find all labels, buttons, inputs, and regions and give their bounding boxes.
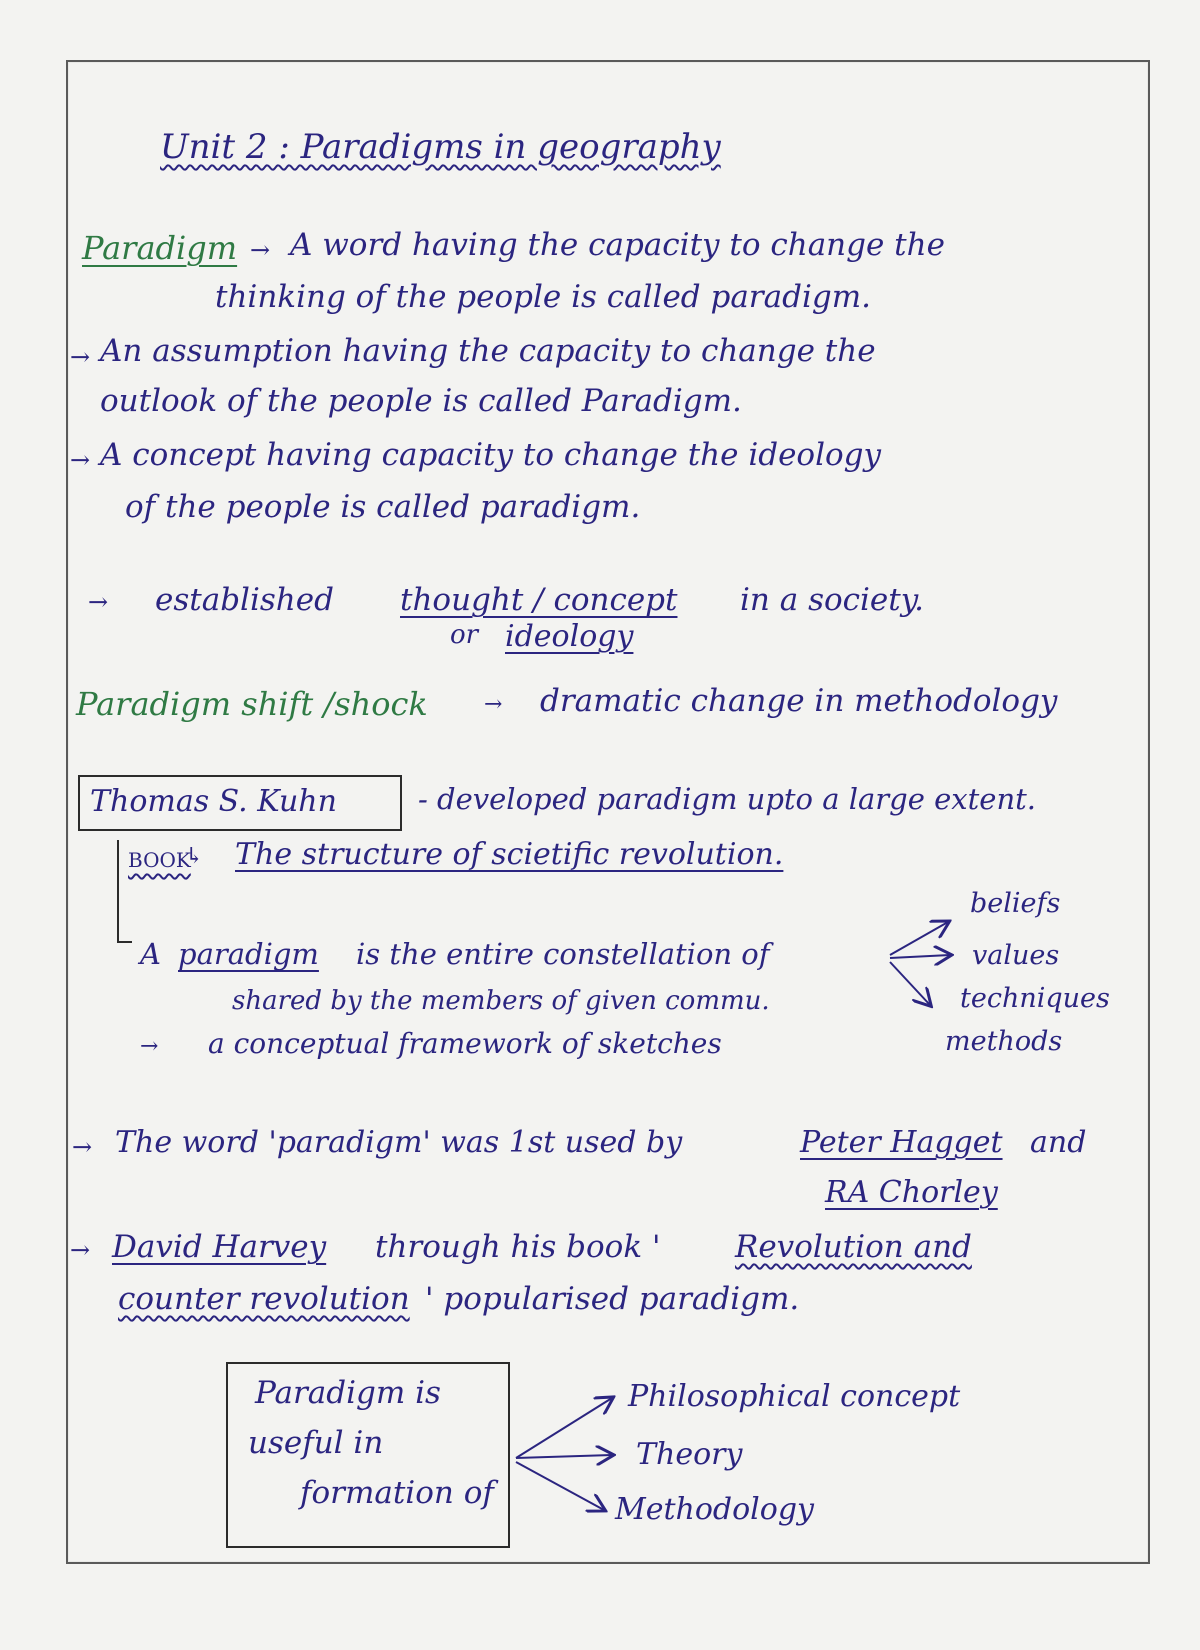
element-values: values bbox=[972, 940, 1060, 971]
harvey-marker: → bbox=[70, 1236, 91, 1264]
definition-line-2: thinking of the people is called paradigm. bbox=[215, 279, 871, 315]
def-prefix: A bbox=[140, 937, 161, 971]
definition-arrow: → bbox=[250, 236, 271, 264]
point-2-line-1: A concept having capacity to change the ideology bbox=[100, 437, 882, 473]
kuhn-bracket bbox=[118, 840, 132, 942]
kuhn-text: - developed paradigm upto a large extent. bbox=[418, 782, 1036, 816]
box-line-1: Paradigm is bbox=[255, 1375, 441, 1411]
first-used-name-2: RA Chorley bbox=[825, 1175, 998, 1210]
element-methods: methods bbox=[945, 1026, 1063, 1057]
arrow-techniques bbox=[890, 962, 930, 1005]
point-2-marker: → bbox=[70, 446, 91, 474]
first-used-name-1: Peter Hagget bbox=[800, 1125, 1003, 1160]
arrow-theory bbox=[516, 1455, 612, 1458]
book-arrow: ↳ bbox=[185, 844, 204, 869]
established-suffix: in a society. bbox=[740, 582, 924, 618]
ideology-word: ideology bbox=[505, 619, 634, 654]
definition-line-1: A word having the capacity to change the bbox=[290, 227, 945, 263]
point-1-line-1: An assumption having the capacity to change the bbox=[100, 333, 876, 369]
shift-arrow: → bbox=[484, 692, 503, 717]
shift-term: Paradigm shift /shock bbox=[76, 685, 428, 723]
harvey-book-1: Revolution and bbox=[735, 1229, 972, 1265]
box-line-3: formation of bbox=[300, 1475, 494, 1511]
point-2-line-2: of the people is called paradigm. bbox=[125, 489, 641, 525]
target-philosophical: Philosophical concept bbox=[628, 1379, 961, 1414]
point-1-line-2: outlook of the people is called Paradigm. bbox=[100, 383, 742, 419]
or-word: or bbox=[450, 620, 479, 650]
harvey-book-2: counter revolution bbox=[118, 1281, 410, 1317]
arrow-philosophical bbox=[516, 1398, 612, 1458]
first-used-and: and bbox=[1030, 1125, 1087, 1160]
book-label: BOOK bbox=[128, 848, 191, 872]
harvey-text-1: through his book ' bbox=[375, 1229, 661, 1265]
first-used-marker: → bbox=[72, 1133, 93, 1161]
shift-text: dramatic change in methodology bbox=[540, 683, 1058, 719]
arrow-values bbox=[890, 955, 950, 958]
established-prefix: established bbox=[155, 582, 334, 618]
point-1-marker: → bbox=[70, 343, 91, 371]
element-techniques: techniques bbox=[960, 983, 1110, 1014]
def-line-1: is the entire constellation of bbox=[356, 937, 770, 971]
established-underlined: thought / concept bbox=[400, 582, 678, 618]
paradigm-term: Paradigm bbox=[82, 229, 238, 267]
def-term: paradigm bbox=[178, 937, 319, 971]
established-marker: → bbox=[88, 588, 109, 616]
harvey-text-2: ' popularised paradigm. bbox=[425, 1281, 800, 1317]
first-used-text: The word 'paradigm' was 1st used by bbox=[115, 1125, 683, 1160]
target-methodology: Methodology bbox=[615, 1492, 814, 1527]
arrow-methodology bbox=[516, 1462, 604, 1510]
target-theory: Theory bbox=[636, 1437, 743, 1472]
framework-marker: → bbox=[140, 1034, 159, 1059]
def-line-2: shared by the members of given commu. bbox=[232, 986, 770, 1016]
book-title: The structure of scietific revolution. bbox=[235, 837, 784, 872]
element-beliefs: beliefs bbox=[970, 888, 1061, 919]
page-title: Unit 2 : Paradigms in geography bbox=[160, 127, 721, 167]
kuhn-name: Thomas S. Kuhn bbox=[90, 784, 337, 819]
box-line-2: useful in bbox=[248, 1425, 384, 1461]
framework-text: a conceptual framework of sketches bbox=[208, 1027, 722, 1060]
harvey-name: David Harvey bbox=[112, 1229, 327, 1265]
arrow-beliefs bbox=[890, 922, 948, 955]
